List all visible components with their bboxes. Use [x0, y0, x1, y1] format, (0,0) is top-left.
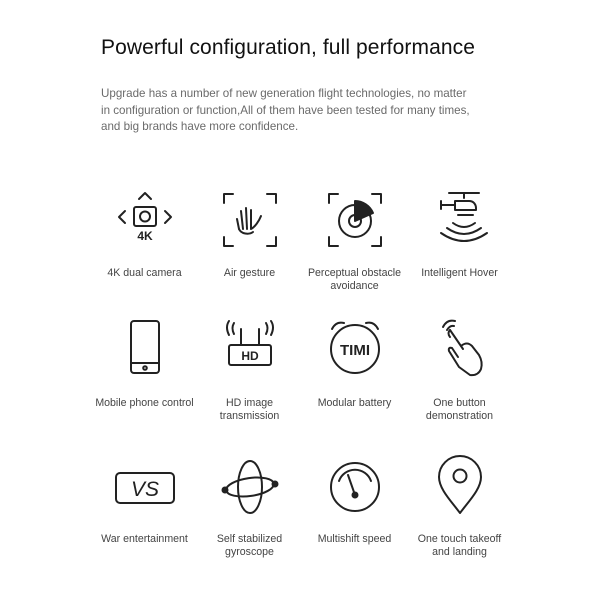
feature-label-line: Air gesture [223, 267, 276, 279]
feature-war-entertainment [92, 451, 197, 581]
description-line: Upgrade has a number of new generation flight technologies, no matter [101, 87, 467, 100]
feature-label [407, 533, 512, 558]
feature-label [302, 533, 407, 546]
feature-label-line: Self stabilized [216, 533, 283, 545]
feature-label [302, 397, 407, 410]
speedometer-icon [320, 451, 390, 521]
feature-label-line: 4K dual camera [107, 267, 182, 279]
page-title: Powerful configuration, full performance [101, 36, 476, 59]
feature-obstacle-avoidance [302, 185, 407, 315]
feature-air-gesture [197, 185, 302, 315]
feature-label [92, 267, 197, 280]
feature-label-line: Intelligent Hover [421, 267, 498, 279]
feature-one-button [407, 315, 512, 451]
vs-icon [110, 451, 180, 521]
description-line: in configuration or function,All of them have been tested for many times, [101, 103, 470, 117]
air-gesture-icon [215, 185, 285, 255]
feature-label-line: gyroscope [225, 545, 274, 558]
feature-label-line: HD image [225, 397, 274, 409]
feature-4k-camera [92, 185, 197, 315]
4k-camera-icon [110, 185, 180, 255]
feature-label [197, 267, 302, 280]
feature-multishift-speed [302, 451, 407, 581]
helicopter-hover-icon [425, 185, 495, 255]
vs-text: VS [130, 478, 159, 501]
feature-label [407, 397, 512, 422]
timi-text: TIMI [339, 342, 370, 359]
feature-label [197, 397, 302, 422]
feature-modular-battery [302, 315, 407, 451]
feature-label-line: Perceptual obstacle [307, 267, 402, 279]
touch-hand-icon [425, 315, 495, 385]
feature-mobile-phone [92, 315, 197, 451]
feature-label-line: and landing [432, 545, 487, 558]
hd-transmission-icon [215, 315, 285, 385]
battery-clock-icon [320, 315, 390, 385]
feature-label-line: War entertainment [101, 533, 188, 545]
feature-label [302, 267, 407, 292]
location-pin-icon [425, 451, 495, 521]
feature-label-line: transmission [219, 409, 280, 422]
feature-label-line: One button [433, 397, 486, 409]
feature-label-line: demonstration [425, 409, 494, 422]
feature-one-touch-takeoff [407, 451, 512, 581]
gyroscope-icon [215, 451, 285, 521]
mobile-phone-icon [110, 315, 180, 385]
hd-text: HD [240, 349, 259, 363]
description-line: and big brands have more confidence. [101, 120, 299, 133]
feature-grid [92, 185, 512, 581]
feature-hd-transmission [197, 315, 302, 451]
feature-label-line: Mobile phone control [95, 397, 194, 409]
feature-label [92, 397, 197, 410]
4k-text: 4K [136, 229, 153, 243]
feature-gyroscope [197, 451, 302, 581]
feature-label [92, 533, 197, 546]
feature-label-line: Multishift speed [317, 533, 392, 545]
feature-label [197, 533, 302, 558]
feature-label-line: One touch takeoff [417, 533, 502, 545]
feature-label-line: Modular battery [317, 397, 392, 409]
feature-label [407, 267, 512, 280]
obstacle-avoidance-icon [320, 185, 390, 255]
description [101, 86, 521, 136]
feature-intelligent-hover [407, 185, 512, 315]
feature-label-line: avoidance [330, 279, 379, 292]
